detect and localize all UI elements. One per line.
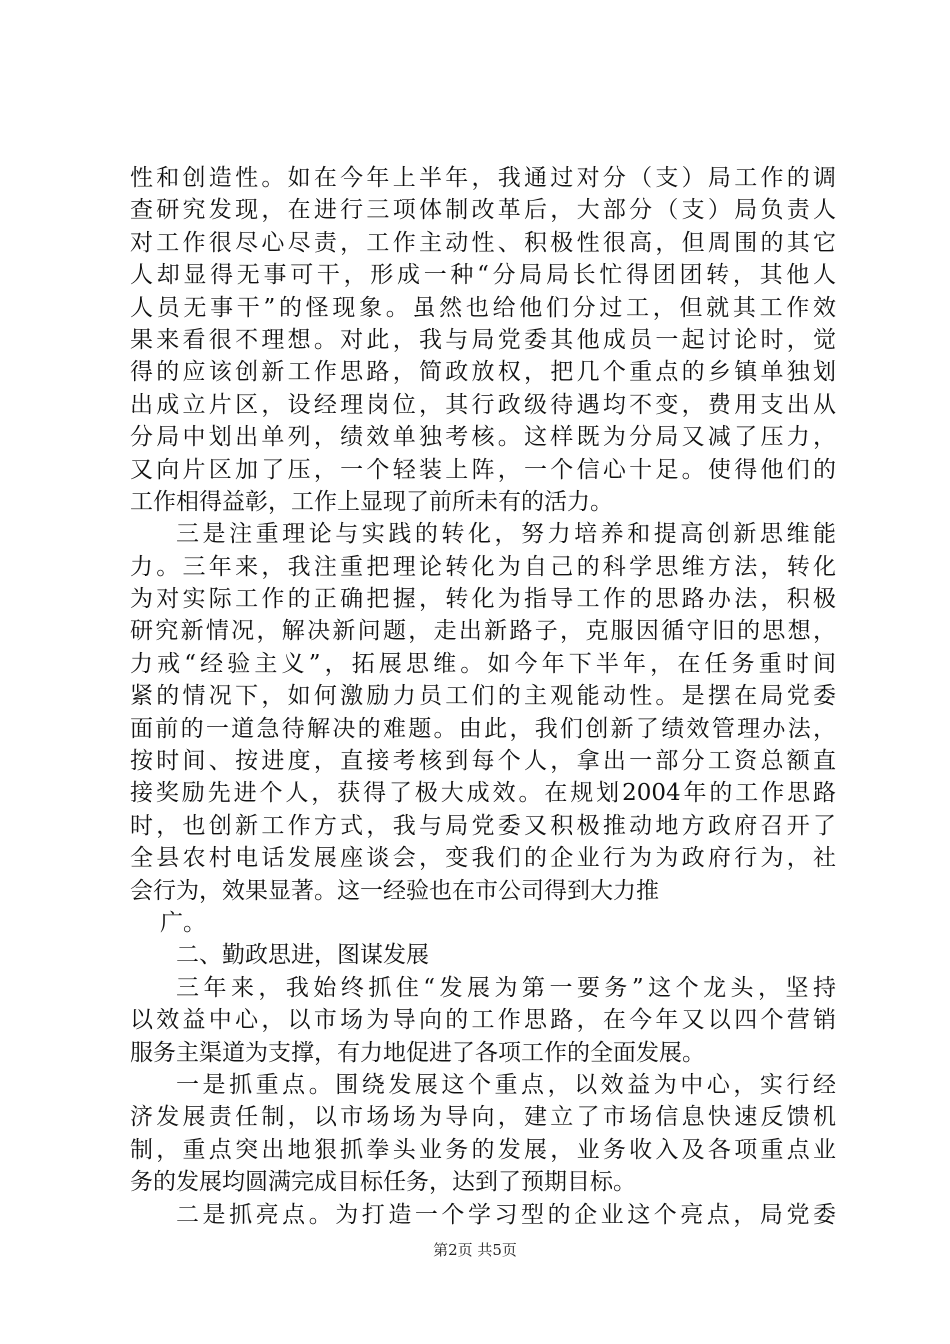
paragraph-first-line: 三年来，我始终抓住“发展为第一要务”这个龙头，坚持 <box>176 974 836 1001</box>
text-line: 力戒“经验主义”，拓展思维。如今年下半年，在任务重时间 <box>130 650 836 677</box>
text-line: 又向片区加了压，一个轻装上阵，一个信心十足。使得他们的 <box>130 456 836 483</box>
text-line: 按时间、按进度，直接考核到每个人，拿出一部分工资总额直 <box>130 748 836 775</box>
text-line: 务的发展均圆满完成目标任务，达到了预期目标。 <box>130 1169 636 1196</box>
text-line: 人员无事干”的怪现象。虽然也给他们分过工，但就其工作效 <box>130 294 836 321</box>
text-line: 得的应该创新工作思路，简政放权，把几个重点的乡镇单独划 <box>130 359 836 386</box>
text-line: 接奖励先进个人，获得了极大成效。在规划2004年的工作思路 <box>130 780 836 807</box>
text-line: 力。三年来，我注重把理论转化为自己的科学思维方法，转化 <box>130 553 836 580</box>
text-line: 紧的情况下，如何激励力员工们的主观能动性。是摆在局党委 <box>130 683 836 710</box>
text-line: 济发展责任制，以市场场为导向，建立了市场信息快速反馈机 <box>130 1104 836 1131</box>
text-line: 广。 <box>160 909 206 936</box>
text-line: 以效益中心，以市场为导向的工作思路，在今年又以四个营销 <box>130 1007 836 1034</box>
text-line: 对工作很尽心尽责，工作主动性、积极性很高，但周围的其它 <box>130 229 836 256</box>
text-line: 性和创造性。如在今年上半年，我通过对分（支）局工作的调 <box>130 165 836 191</box>
text-line: 查研究发现，在进行三项体制改革后，大部分（支）局负责人 <box>130 197 836 224</box>
text-line: 人却显得无事可干，形成一种“分局局长忙得团团转，其他人 <box>130 262 836 289</box>
text-line: 制，重点突出地狠抓拳头业务的发展，业务收入及各项重点业 <box>130 1136 836 1163</box>
paragraph-first-line: 三是注重理论与实践的转化，努力培养和提高创新思维能 <box>176 521 836 548</box>
text-line: 服务主渠道为支撑，有力地促进了各项工作的全面发展。 <box>130 1039 705 1066</box>
document-body <box>130 162 836 1231</box>
section-heading: 二、勤政思进，图谋发展 <box>176 942 429 969</box>
paragraph-first-line: 二是抓亮点。为打造一个学习型的企业这个亮点，局党委 <box>176 1201 836 1228</box>
text-line: 果来看很不理想。对此，我与局党委其他成员一起讨论时，觉 <box>130 326 836 353</box>
paragraph-first-line: 一是抓重点。围绕发展这个重点，以效益为中心，实行经 <box>176 1071 836 1098</box>
page-footer: 第2页 共5页 <box>433 1241 517 1259</box>
text-line: 为对实际工作的正确把握，转化为指导工作的思路办法，积极 <box>130 586 836 613</box>
text-line: 时，也创新工作方式，我与局党委又积极推动地方政府召开了 <box>130 812 836 839</box>
text-line: 分局中划出单列，绩效单独考核。这样既为分局又减了压力， <box>130 424 836 451</box>
text-line: 面前的一道急待解决的难题。由此，我们创新了绩效管理办法， <box>130 715 836 742</box>
text-line: 出成立片区，设经理岗位，其行政级待遇均不变，费用支出从 <box>130 391 836 418</box>
text-line: 全县农村电话发展座谈会，变我们的企业行为为政府行为，社 <box>130 845 836 872</box>
text-line: 会行为，效果显著。这一经验也在市公司得到大力推 <box>130 877 659 904</box>
text-line: 研究新情况，解决新问题，走出新路子，克服因循守旧的思想， <box>130 618 836 645</box>
text-line: 工作相得益彰，工作上显现了前所未有的活力。 <box>130 488 613 515</box>
